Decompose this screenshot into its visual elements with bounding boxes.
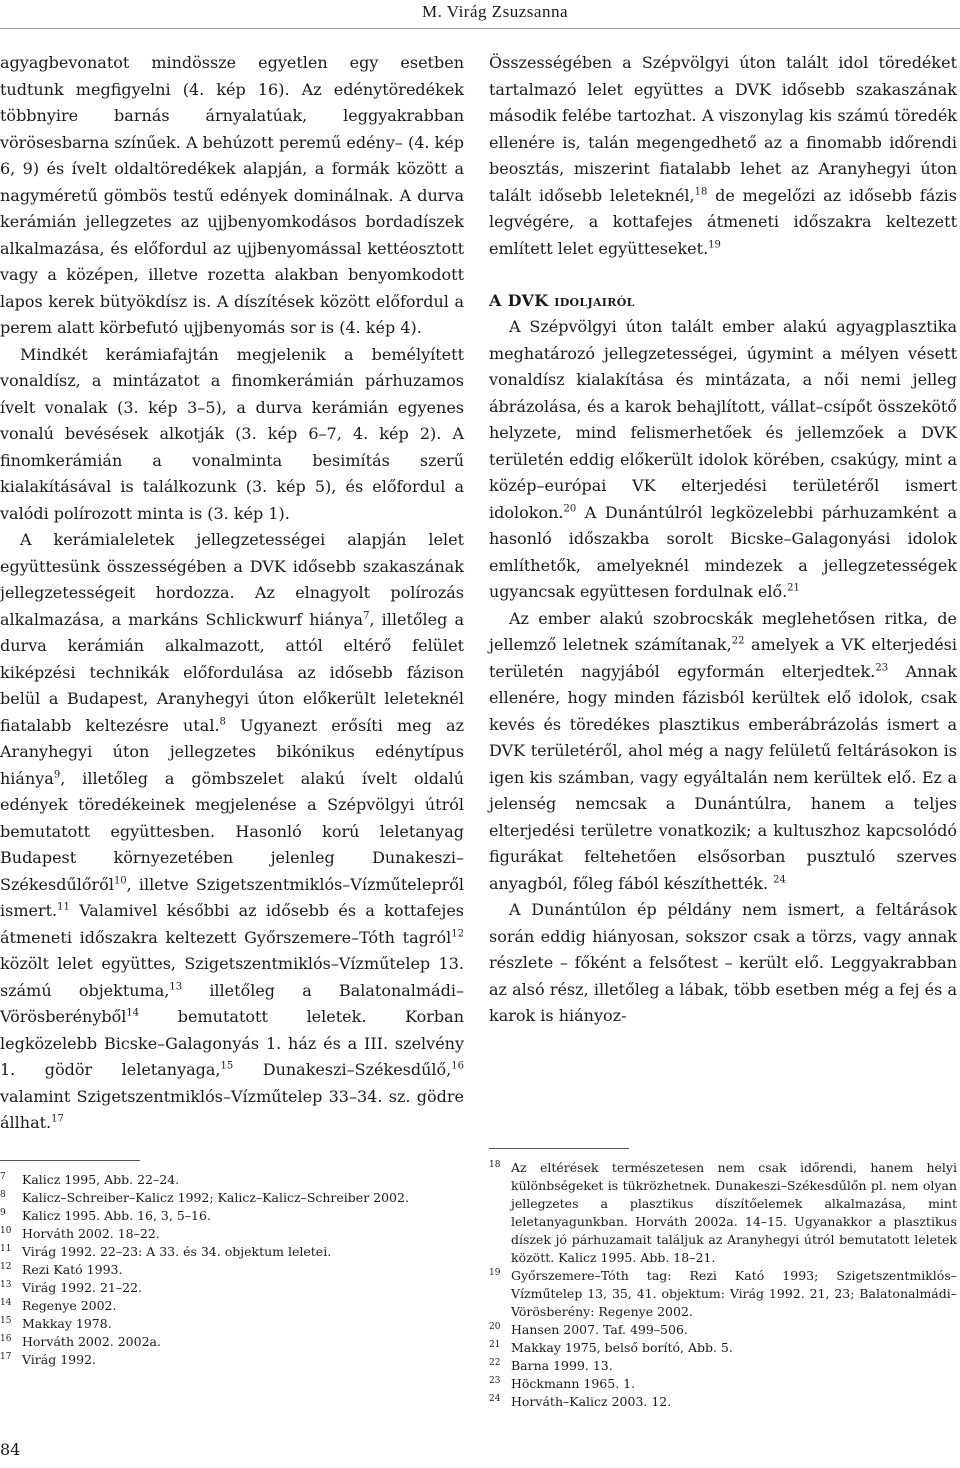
footnote-ref[interactable]: 10	[113, 875, 127, 887]
footnote-ref[interactable]: 16	[451, 1060, 464, 1072]
header-rule	[0, 28, 960, 29]
footnote-number: 19	[489, 1268, 501, 1278]
left-column	[0, 50, 464, 1137]
footnote-text: Makkay 1975, belső borító, Abb. 5.	[511, 1340, 733, 1355]
footnote-number: 8	[0, 1190, 6, 1200]
footnote	[0, 1351, 464, 1369]
footnote	[0, 1225, 464, 1243]
text-run: illetőleg a Balatonalmádi–Vörösberényből	[0, 980, 464, 1026]
footnote	[0, 1333, 464, 1351]
footnote-number: 16	[0, 1334, 12, 1344]
left-paragraph-3	[0, 527, 464, 1137]
footnote-ref[interactable]: 12	[451, 928, 464, 940]
footnote-number: 22	[489, 1358, 501, 1368]
footnote-text: Virág 1992. 21–22.	[22, 1280, 143, 1295]
footnote-ref[interactable]: 19	[708, 239, 721, 251]
footnote-ref[interactable]: 8	[219, 716, 226, 728]
footnote-text: Hansen 2007. Taf. 499–506.	[511, 1322, 688, 1337]
footnote-text: Virág 1992.	[22, 1352, 96, 1367]
footnote	[0, 1315, 464, 1333]
footnote-ref[interactable]: 9	[53, 769, 61, 781]
footnote-text: Barna 1999. 13.	[511, 1358, 613, 1373]
footnote-text: Horváth 2002. 2002a.	[22, 1334, 161, 1349]
footnote-number: 7	[0, 1172, 6, 1182]
footnote-list	[489, 1159, 957, 1411]
footnote-text: Kalicz 1995, Abb. 22–24.	[22, 1172, 180, 1187]
footnote-number: 24	[489, 1394, 501, 1404]
footnote-ref[interactable]: 21	[787, 582, 800, 594]
footnote	[0, 1189, 464, 1207]
text-run: Ugyanezt erősíti meg az Aranyhegyi úton jellegzetes bikónikus edénytípus hiánya	[0, 715, 465, 788]
footnote	[0, 1171, 464, 1189]
footnote	[0, 1243, 464, 1261]
footnote-ref[interactable]: 17	[51, 1113, 64, 1125]
text-run: A Dunántúlról legközelebbi párhuzamként a hasonló időszakba sorolt Bicske–Galagonyási idolok említhetők, amelyeknél mindezek a jellegzetességek ugyancsak együttesen fordulnak elő.	[489, 502, 957, 601]
footnote	[0, 1207, 464, 1225]
page-number: 84	[0, 1440, 21, 1459]
footnotes-left	[0, 1160, 464, 1369]
section-heading: A DVK idoljairól	[489, 291, 635, 310]
text-run: amelyek a VK elterjedési területén nagyjából egyformán elterjedtek.	[489, 635, 957, 681]
right-paragraph-3	[489, 606, 957, 898]
footnote-ref[interactable]: 13	[169, 981, 183, 993]
footnote	[0, 1261, 464, 1279]
footnote-rule	[0, 1160, 140, 1161]
text-run: de megelőzi az idősebb fázis legvégére, a kottafejes átmeneti időszakra keltezett említett lelet együtteseket.	[489, 185, 957, 258]
right-paragraph-4: A Dunántúlon ép példány nem ismert, a feltárások során eddig hiányosan, sokszor csak a törzs, vagy annak részlete – főként a felsőtest – került elő. Leggyakrabban az alsó rész, illetőleg a lábak, több esetben még a fej és a karok is hiányoz-	[489, 900, 957, 1025]
footnote-ref[interactable]: 23	[875, 662, 889, 674]
footnote-ref[interactable]: 18	[694, 186, 708, 198]
footnote-text: Rezi Kató 1993.	[22, 1262, 123, 1277]
text-run: Valamivel későbbi az idősebb és a kottafejes átmeneti időszakra keltezett Győrszemere–Tóth tagról	[0, 901, 464, 947]
right-paragraph-1	[489, 50, 957, 262]
footnote-number: 23	[489, 1376, 501, 1386]
running-header	[0, 0, 960, 32]
footnote-number: 20	[489, 1322, 501, 1332]
footnote-rule	[489, 1148, 629, 1149]
footnote-number: 17	[0, 1352, 12, 1362]
author-title: M. Virág Zsuzsanna	[422, 2, 568, 21]
footnote	[489, 1159, 957, 1267]
footnote-number: 11	[0, 1244, 12, 1254]
footnote	[489, 1393, 957, 1411]
footnote-text: Makkay 1978.	[22, 1316, 112, 1331]
footnote-number: 21	[489, 1340, 501, 1350]
footnote	[0, 1297, 464, 1315]
footnote	[489, 1267, 957, 1321]
footnote-text: Horváth–Kalicz 2003. 12.	[511, 1394, 672, 1409]
text-run: A kerámialeletek jellegzetességei alapján lelet együttesünk összességében a DVK idősebb szakaszának jellegzetességeit hordozza. Az elnagyolt polírozás alkalmazása, a markáns Schlickwurf hiánya	[0, 530, 464, 629]
footnote-text: Kalicz 1995. Abb. 16, 3, 5–16.	[22, 1208, 211, 1223]
footnote-text: Regenye 2002.	[22, 1298, 117, 1313]
text-run: bemutatott leletek. Korban legközelebb Bicske–Galagonyás 1. ház és a III. szelvény 1. gödör leletanyaga,	[0, 1007, 464, 1079]
footnote	[0, 1279, 464, 1297]
footnote-ref[interactable]: 14	[126, 1007, 140, 1019]
text-run: , illetve Szigetszentmiklós–Vízműtelepről ismert.	[0, 874, 464, 920]
footnote-text: Az eltérések természetesen nem csak időrendi, hanem helyi különbségeket is tükrözhetnek. Dunakeszi–Székesdűlőn pl. nem olyan jellegzetes a plasztikus díszítőelemek alkalmazása, mint leletanyagunkban. Horváth 2002a. 14–15. Ugyanakkor a plasztikus díszek jó párhuzamait találjuk az Aranyhegyi útról bemutatott leletek között. Kalicz 1995. Abb. 18–21.	[511, 1160, 957, 1265]
text-run: Összességében a Szépvölgyi úton talált idol töredéket tartalmazó lelet együttes a DVK idősebb szakaszának második felébe tartozhat. A viszonylag kis számú töredék ellenére is, talán megengedhető az a finomabb időrendi beosztás, miszerint fiatalabb lehet az Aranyhegyi úton talált idősebb leleteknél,	[489, 53, 957, 205]
footnote-number: 18	[489, 1160, 501, 1170]
footnote-text: Kalicz–Schreiber–Kalicz 1992; Kalicz–Kalicz–Schreiber 2002.	[22, 1190, 409, 1205]
text-run: , illetőleg a gömbszelet alakú ívelt oldalú edények töredékeinek megjelenése a Szépvölgyi útról bemutatott együttesben. Hasonló korú leletanyag Budapest környezetében jelenleg Dunakeszi–Székesdűlőről	[0, 768, 464, 894]
left-paragraph-2: Mindkét kerámiafajtán megjelenik a bemélyített vonaldísz, a mintázatot a finomkerámián párhuzamos ívelt vonalak (3. kép 3–5), a durva kerámián egyenes vonalú bevésések alkotják (3. kép 6–7, 4. kép 2). A finomkerámián a vonalminta besimítás szerű kialakításával is találkozunk (3. kép 5), és előfordul a valódi polírozott minta is (3. kép 1).	[0, 344, 464, 523]
footnote	[489, 1357, 957, 1375]
footnote-list	[0, 1171, 464, 1369]
footnote	[489, 1375, 957, 1393]
footnote-number: 12	[0, 1262, 12, 1272]
footnotes-right	[489, 1148, 957, 1411]
footnote-ref[interactable]: 11	[57, 901, 70, 913]
footnote-text: Virág 1992. 22–23: A 33. és 34. objektum leletei.	[22, 1244, 332, 1259]
text-run: A Szépvölgyi úton talált ember alakú agyagplasztika meghatározó jellegzetességei, úgymint a mélyen vésett vonaldísz kialakítása és mintázata, a női nemi jelleg ábrázolása, és a karok behajlított, vállat–csípőt összekötő helyzete, mind felismerhetőek és jellemzőek a DVK területén eddig előkerült idolok körében, csakúgy, mint a közép–európai VK elterjedési területéről ismert idolokon.	[489, 317, 957, 522]
text-run: közölt lelet együttes, Szigetszentmiklós–Vízműtelep 13. számú objektuma,	[0, 954, 464, 1000]
footnote-ref[interactable]: 15	[220, 1060, 234, 1072]
text-run: , illetőleg a durva kerámián alkalmazott, attól eltérő felület kiképzési technikák előfordulása az idősebb fázison belül a Budapest, Aranyhegyi úton előkerült leleteknél fiatalabb keltezésre utal.	[0, 609, 464, 735]
footnote-ref[interactable]: 7	[363, 610, 370, 622]
right-paragraph-2	[489, 314, 957, 606]
left-paragraph-1: agyagbevonatot mindössze egyetlen egy esetben tudtunk megfigyelni (4. kép 16). Az edénytöredékek többnyire barnás árnyalatúak, leggyakrabban vörösesbarna színűek. A behúzott peremű edény– (4. kép 6, 9) és ívelt oldaltöredékek alapján, a formák között a nagyméretű gömbös testű edények dominálnak. A durva kerámián jellegzetes az ujjbenyomkodásos bordadíszek alkalmazása, és előfordul az ujjbenyomással kettéosztott vagy a középen, illetve rozetta alakban benyomkodott lapos kerek bütyökdísz is. A díszítések között előfordul a perem alatt körbefutó ujjbenyomás sor is (4. kép 4).	[0, 53, 464, 337]
text-run: Annak ellenére, hogy minden fázisból kerültek elő idolok, csak kevés és töredékes plasztikus emberábrázolás ismert a DVK területéről, ahol még a nagy felületű feltárásokon is igen kis számban, vagy egyáltalán nem kerültek elő. Ez a jelenség nemcsak a Dunántúlra, hanem a teljes elterjedési területre vonatkozik; a kultuszhoz kapcsolódó figurákat feltehetően elsősorban pusztuló szerves anyagból, főleg fából készíthették.	[489, 661, 957, 893]
footnote-text: Horváth 2002. 18–22.	[22, 1226, 160, 1241]
footnote	[489, 1339, 957, 1357]
footnote-ref[interactable]: 20	[563, 503, 577, 515]
footnote-number: 14	[0, 1298, 12, 1308]
footnote-text: Höckmann 1965. 1.	[511, 1376, 636, 1391]
footnote-number: 10	[0, 1226, 12, 1236]
footnote	[489, 1321, 957, 1339]
footnote-number: 9	[0, 1208, 6, 1218]
footnote-number: 13	[0, 1280, 12, 1290]
footnote-text: Győrszemere–Tóth tag: Rezi Kató 1993; Szigetszentmiklós–Vízműtelep 13, 35, 41. objektum: Virág 1992. 21, 23; Balatonalmádi–Vörösberény: Regenye 2002.	[511, 1268, 957, 1319]
footnote-ref[interactable]: 24	[773, 874, 786, 886]
footnote-ref[interactable]: 22	[731, 635, 745, 647]
text-run: Az ember alakú szobrocskák meglehetősen ritka, de jellemző leletnek számítanak,	[489, 608, 957, 654]
footnote-number: 15	[0, 1316, 12, 1326]
text-run: Dunakeszi–Székesdűlő,	[233, 1060, 452, 1079]
right-column	[489, 50, 957, 1030]
text-run: valamint Szigetszentmiklós–Vízműtelep 33–34. sz. gödre állhat.	[0, 1086, 464, 1132]
